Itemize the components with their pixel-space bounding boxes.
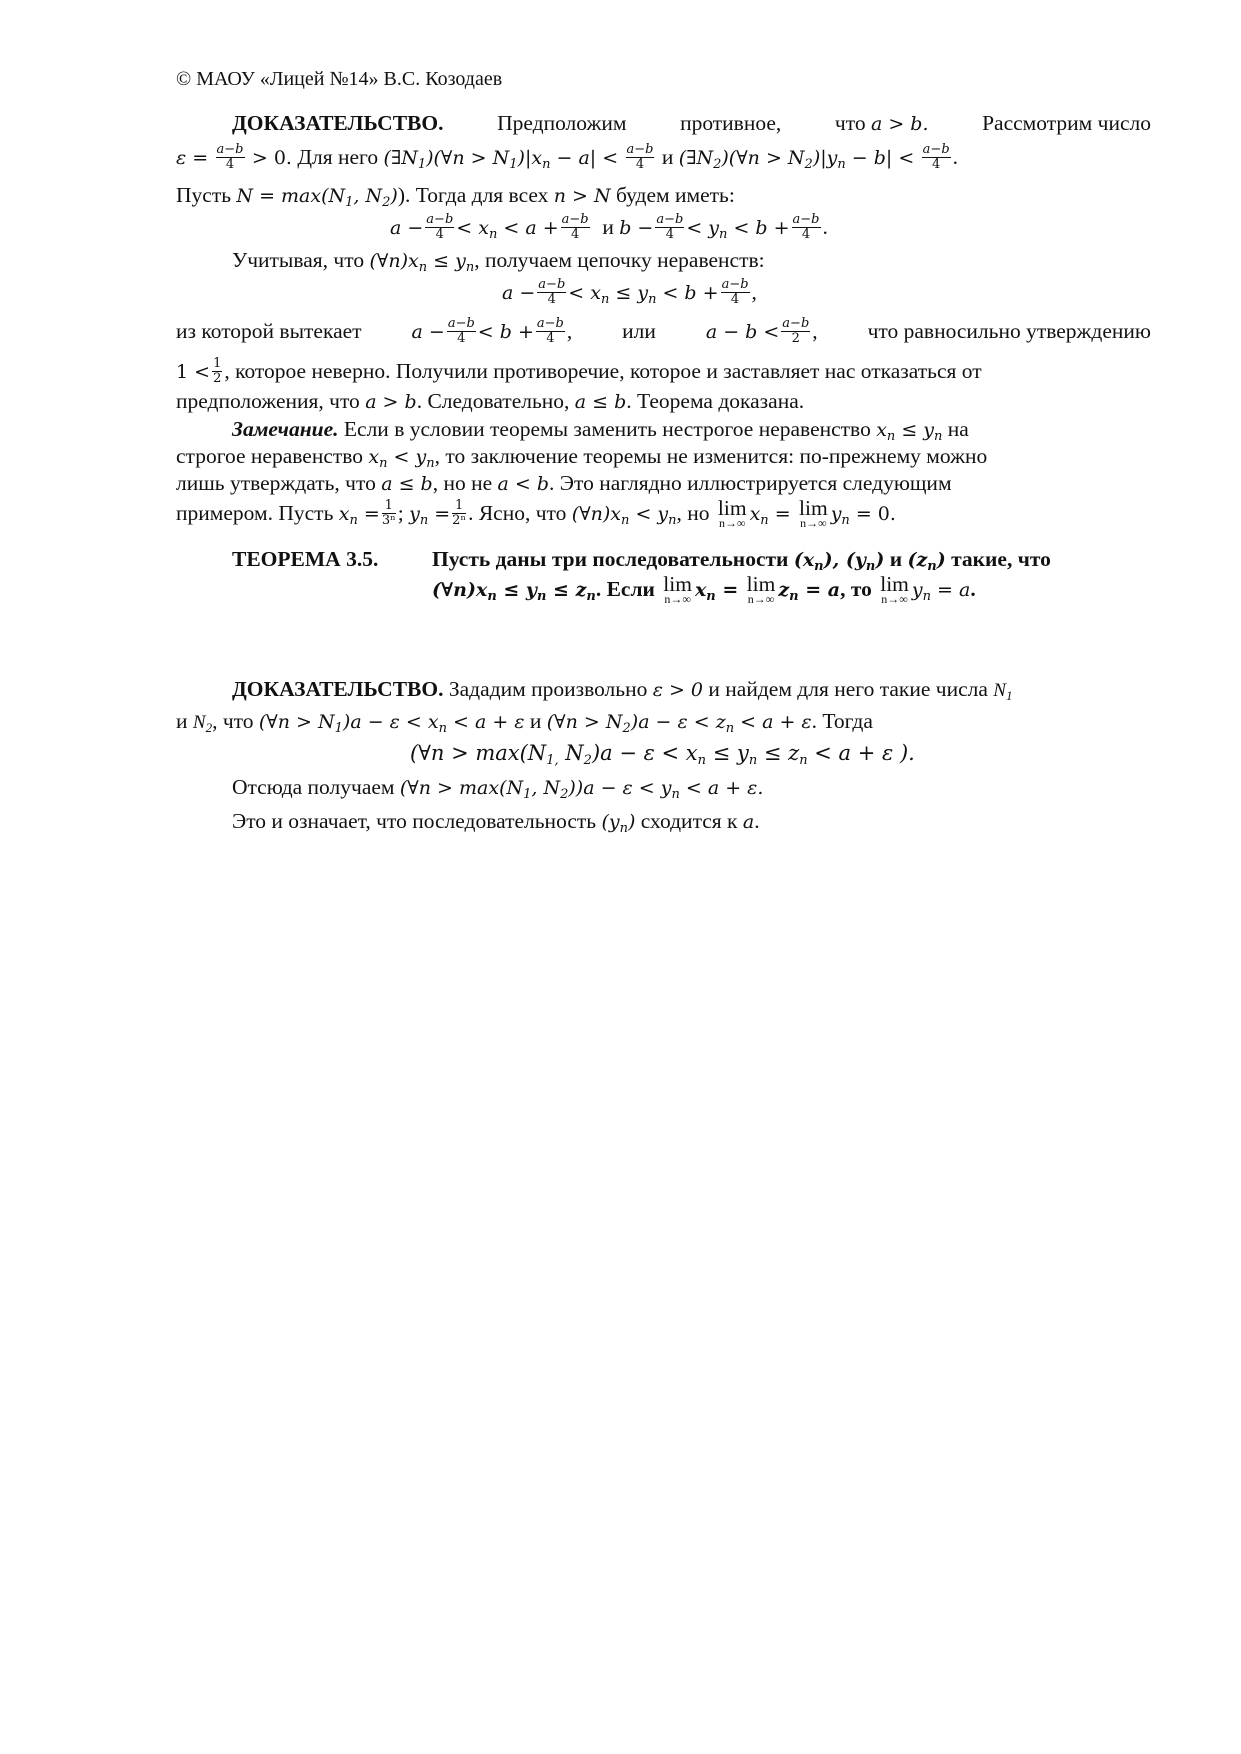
proof-2-line-2: и $N_2$, что (∀n > $N_1)a - \varepsilon < x_n < a + \varepsilon$ и (∀n > $N_2)a - \varepsilon < z_n < a + \varepsilon$. Тогда bbox=[176, 709, 873, 736]
remark-line-2: строгое неравенство $x_n < y_n$, то заключение теоремы не изменится: по-прежнему можно bbox=[176, 444, 988, 471]
fraction: $\frac{a-b}{4}$ bbox=[626, 141, 654, 172]
remark-line-3: лишь утверждать, что a ≤ b, но не a < b. Это наглядно иллюстрируется следующим bbox=[176, 471, 952, 495]
inequality-chain: a − $\frac{a-b}{4}$ < $x_n \le y_n < b$ + $\frac{a-b}{4}$ , bbox=[502, 276, 757, 307]
inequality-1: a − $\frac{a-b}{4}$ < $x_n < a$ + $\frac{a-b}{4}$ и b − $\frac{a-b}{4}$ < $y_n < b$ + $\frac{a-b}{4}$ . bbox=[390, 211, 828, 242]
proof-2-inequality: (∀n > $\max(N_{1,}$ $N_2)a - \varepsilon < x_n \le y_n \le z_n < a + \varepsilon$ ). bbox=[410, 741, 915, 768]
theorem-label: ТЕОРЕМА 3.5. bbox=[232, 547, 379, 571]
proof-2-line-4: Отсюда получаем (∀n > $\max(N_1$, $N_2))a - \varepsilon < y_n < a + \varepsilon$. bbox=[232, 775, 764, 802]
proof-1-line-8: 1 < $\frac{1}{2}$ , которое неверно. Получили противоречие, которое и заставляет нас отказаться от bbox=[176, 355, 982, 386]
theorem-line-2: $(\forall n)x_n \le y_n \le z_n$. Если lim n→∞ $x_n$ = lim n→∞ $z_n = a$, то lim n→∞ $y_n = a$. bbox=[432, 572, 976, 606]
fraction: $\frac{a-b}{4}$ bbox=[922, 141, 950, 172]
proof-1-line-5: Учитывая, что $(\forall n)x_n \le y_n$, получаем цепочку неравенств: bbox=[232, 248, 765, 275]
math: ε = bbox=[176, 147, 209, 169]
proof-1-line-3: Пусть $N = \max(N_1$, $N_2$)). Тогда для всех n > N будем иметь: bbox=[176, 183, 735, 210]
text-word: что a > b. bbox=[834, 111, 929, 135]
text-word: Предположим bbox=[497, 111, 627, 135]
proof-2-line-5: Это и означает, что последовательность $(y_n)$ сходится к a. bbox=[232, 809, 760, 836]
text-word: противное, bbox=[680, 111, 782, 135]
remark-line-4: примером. Пусть $x_n$ = $\frac{1}{\text{3ⁿ}}$ ; $y_n$ = $\frac{1}{\text{2ⁿ}}$ . Ясно, что $(\forall n)x_n < y_n$, но lim n→∞ $x_n$ = lim n→∞ $y_n = 0$. bbox=[176, 496, 896, 530]
proof-1-line-1 bbox=[232, 108, 1151, 139]
remark-line-1: Замечание. Если в условии теоремы заменить нестрогое неравенство $x_n \le y_n$ на bbox=[232, 417, 969, 444]
proof-1-line-2: ε = $\frac{a-b}{4}$ > 0. Для него $(\exists N_1)(\forall n > N_1)|x_n - a|$ < $\frac{a-b}{4}$ и $(\exists N_2)(\forall n > N_2)|y_n - b|$ < $\frac{a-b}{4}$ . bbox=[176, 141, 959, 172]
proof-1-line-9: предположения, что a > b. Следовательно, a ≤ b. Теорема доказана. bbox=[176, 389, 805, 413]
fraction: $\frac{a-b}{4}$ bbox=[216, 141, 244, 172]
page-header: © МАОУ «Лицей №14» В.С. Козодаев bbox=[176, 68, 503, 90]
text-word: Рассмотрим число bbox=[982, 111, 1151, 135]
proof-1-line-7: из которой вытекает a − $\frac{a-b}{4}$ < b + $\frac{a-b}{4}$ , или a − b < $\frac{a-b}{2}$ , что равносильно утверждению bbox=[176, 315, 1151, 346]
proof-2-line-1: ДОКАЗАТЕЛЬСТВО. Зададим произвольно ε > 0 и найдем для него такие числа $N_1$ bbox=[232, 677, 1013, 703]
proof-1-title: ДОКАЗАТЕЛЬСТВО. bbox=[232, 111, 444, 135]
theorem-line-1: ТЕОРЕМА 3.5. Пусть даны три последовательности $(x_n)$, $(y_n)$ и $(z_n)$ такие, что bbox=[232, 547, 1051, 574]
